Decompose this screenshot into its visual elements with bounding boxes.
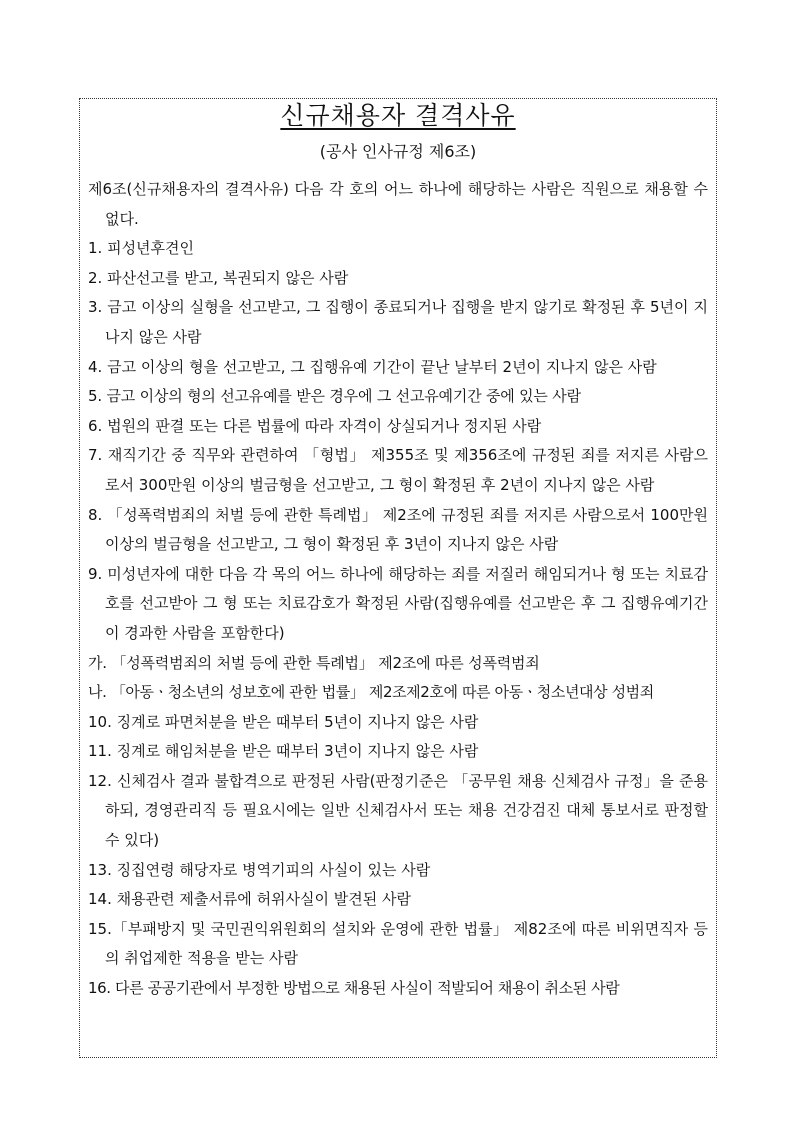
- list-subitem: 가. 「성폭력범죄의 처벌 등에 관한 특례법」 제2조에 따른 성폭력범죄: [88, 653, 540, 672]
- document-subtitle: (공사 인사규정 제6조): [319, 142, 477, 161]
- document-body: [88, 175, 708, 1004]
- list-subitem: 나. 「아동ㆍ청소년의 성보호에 관한 법률」 제2조제2호에 따른 아동ㆍ청소년대상 성범죄: [88, 683, 654, 702]
- list-item: 7. 재직기간 중 직무와 관련하여 「형법」 제355조 및 제356조에 규정된 죄를 저지른 사람으로서 300만원 이상의 벌금형을 선고받고, 그 형이 확정된 후 2년이 지나지 않은 사람: [88, 446, 708, 494]
- list-item: 6. 법원의 판결 또는 다른 법률에 따라 자격이 상실되거나 정지된 사람: [88, 416, 542, 435]
- list-item: 13. 징집연령 해당자로 병역기피의 사실이 있는 사람: [88, 860, 431, 879]
- list-item: 4. 금고 이상의 형을 선고받고, 그 집행유예 기간이 끝난 날부터 2년이 지나지 않은 사람: [88, 357, 657, 376]
- intro-paragraph: 제6조(신규채용자의 결격사유) 다음 각 호의 어느 하나에 해당하는 사람은 직원으로 채용할 수 없다.: [88, 180, 708, 228]
- list-item: 8. 「성폭력범죄의 처벌 등에 관한 특례법」 제2조에 규정된 죄를 저지른 사람으로서 100만원 이상의 벌금형을 선고받고, 그 형이 확정된 후 3년이 지나지 않은 사람: [88, 505, 708, 554]
- list-item: 14. 채용관련 제출서류에 허위사실이 발견된 사람: [88, 890, 412, 909]
- list-item: 1. 피성년후견인: [88, 239, 195, 258]
- list-item: 3. 금고 이상의 실형을 선고받고, 그 집행이 종료되거나 집행을 받지 않기로 확정된 후 5년이 지나지 않은 사람: [88, 298, 708, 346]
- list-item: 5. 금고 이상의 형의 선고유예를 받은 경우에 그 선고유예기간 중에 있는 사람: [88, 387, 581, 406]
- list-item: 10. 징계로 파면처분을 받은 때부터 5년이 지나지 않은 사람: [88, 712, 479, 731]
- list-item: 9. 미성년자에 대한 다음 각 목의 어느 하나에 해당하는 죄를 저질러 해임되거나 형 또는 치료감호를 선고받아 그 형 또는 치료감호가 확정된 사람(집행유예를 선고받은 후 그 집행유예기간이 경과한 사람을 포함한다): [88, 564, 708, 642]
- list-item: 11. 징계로 해임처분을 받은 때부터 3년이 지나지 않은 사람: [88, 742, 479, 761]
- list-item: 16. 다른 공공기관에서 부정한 방법으로 채용된 사실이 적발되어 채용이 취소된 사람: [88, 979, 620, 998]
- document-frame: [79, 98, 717, 1058]
- list-item: 15.「부패방지 및 국민권익위원회의 설치와 운영에 관한 법률」 제82조에 따른 비위면직자 등의 취업제한 적용을 받는 사람: [88, 919, 708, 968]
- list-item: 2. 파산선고를 받고, 복권되지 않은 사람: [88, 268, 349, 287]
- document-title: 신규채용자 결격사유: [280, 101, 516, 130]
- list-item: 12. 신체검사 결과 불합격으로 판정된 사람(판정기준은 「공무원 채용 신체검사 규정」을 준용하되, 경영관리직 등 필요시에는 일반 신체검사서 또는 채용 건강검진 대체 통보서로 판정할 수 있다): [88, 771, 708, 850]
